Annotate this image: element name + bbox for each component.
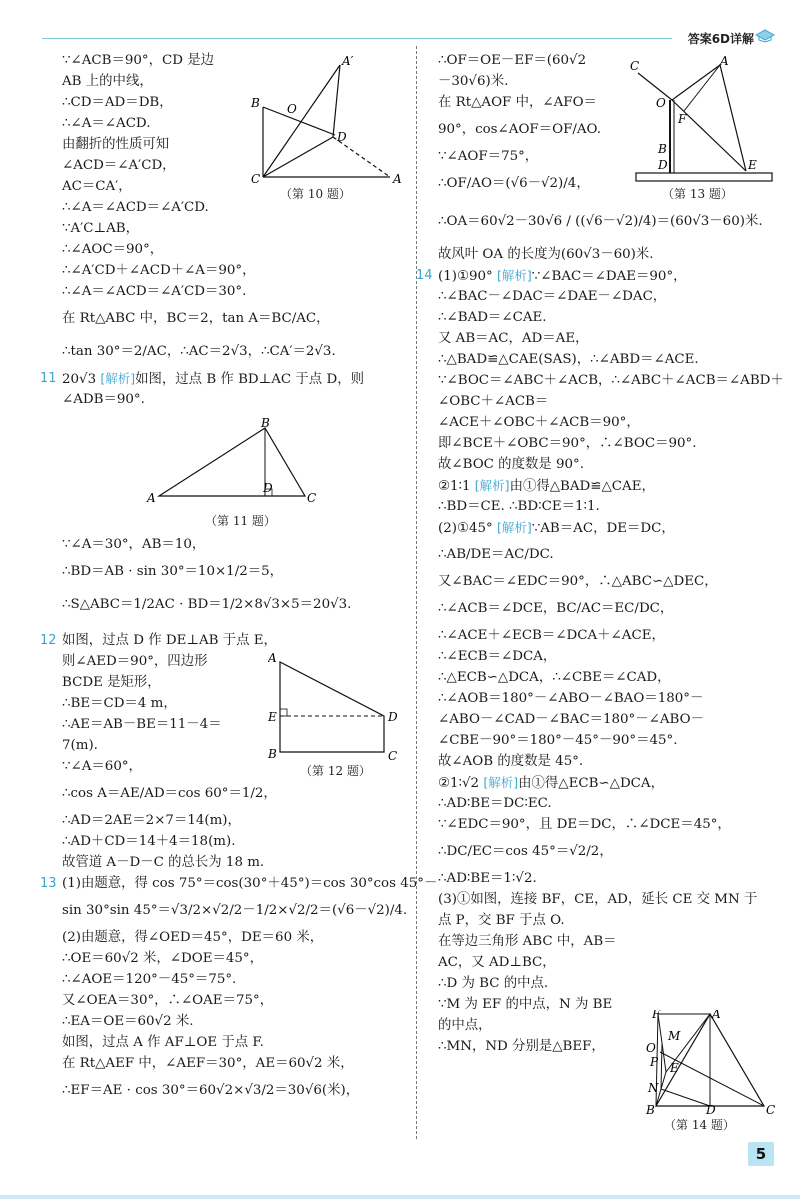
line-text: ∵A′C⊥AB， bbox=[62, 221, 139, 236]
line-text: ∴CD＝AD＝DB， bbox=[62, 95, 173, 110]
text-line bbox=[62, 588, 407, 621]
line-text: ∴∠A′CD＋∠ACD＋∠A＝90°， bbox=[62, 263, 256, 278]
line-text: ∴AD∶BE＝1∶√2. bbox=[438, 871, 537, 886]
line-text: ∴△ECB∽△DCA，∴∠CBE＝∠CAD， bbox=[438, 670, 671, 685]
line-text-continued: ∵∠BAC＝∠DAE＝90°， bbox=[531, 269, 687, 284]
text-line bbox=[62, 389, 407, 410]
line-text: ∴BE＝CD＝4 m， bbox=[62, 696, 177, 711]
text-line bbox=[438, 370, 784, 391]
svg-text:D: D bbox=[388, 710, 398, 724]
svg-text:A: A bbox=[712, 1010, 721, 1021]
line-text: ∵∠A＝60°， bbox=[62, 759, 142, 774]
text-line bbox=[438, 391, 776, 412]
line-text: ∠ACD＝∠A′CD， bbox=[62, 158, 176, 173]
left-column-part2 bbox=[62, 534, 407, 621]
svg-text:C: C bbox=[630, 59, 640, 73]
svg-text:E: E bbox=[748, 158, 757, 172]
text-line bbox=[40, 368, 407, 389]
line-text: ∵∠BOC＝∠ABC＋∠ACB，∴∠ABC＋∠ACB＝∠ABD＋ bbox=[438, 373, 784, 388]
line-text: ②1∶1 bbox=[438, 479, 475, 494]
text-line bbox=[438, 517, 776, 538]
svg-text:M: M bbox=[668, 1029, 681, 1043]
svg-text:C: C bbox=[766, 1103, 776, 1114]
line-text-continued: 如图，过点 B 作 BD⊥AC 于点 D，则 bbox=[135, 372, 364, 387]
line-text: ∴OF＝OE－EF＝(60√2 bbox=[438, 53, 587, 68]
figure-13-caption: （第 13 题） bbox=[662, 187, 733, 201]
header-rule bbox=[42, 38, 672, 39]
svg-text:D: D bbox=[706, 1103, 716, 1114]
line-text: (3)①如图，连接 BF，CE，AD，延长 CE 交 MN 于 bbox=[438, 892, 758, 907]
line-text: ∴EA＝OE＝60√2 米. bbox=[62, 1014, 194, 1029]
figure-10-diagram bbox=[245, 55, 405, 190]
book-icon bbox=[755, 27, 775, 43]
line-text: ∵M 为 EF 的中点，N 为 BE bbox=[438, 997, 613, 1012]
svg-text:B: B bbox=[268, 747, 277, 761]
text-line bbox=[438, 709, 776, 730]
text-line bbox=[62, 555, 407, 588]
line-text: ∴AE＝AB－BE＝11－4＝ bbox=[62, 717, 222, 732]
line-text: ∴DC/EC＝cos 45°＝√2/2， bbox=[438, 844, 613, 859]
line-text: ∴∠ACE＋∠ECB＝∠DCA＋∠ACE， bbox=[438, 628, 665, 643]
text-line bbox=[438, 454, 776, 475]
line-text: BCDE 是矩形， bbox=[62, 675, 161, 690]
svg-text:O: O bbox=[287, 102, 297, 116]
text-line bbox=[62, 218, 407, 239]
line-text: 90°，cos∠AOF＝OF/AO. bbox=[438, 122, 602, 137]
line-text: ∴AD∶BE＝DC∶EC. bbox=[438, 796, 552, 811]
analysis-tag: [解析] bbox=[496, 520, 532, 535]
line-text: (1)①90° bbox=[438, 269, 497, 284]
line-text: ∵∠ACB＝90°，CD 是边 bbox=[62, 53, 215, 68]
text-line bbox=[438, 571, 776, 592]
line-text: ②1∶√2 bbox=[438, 776, 484, 791]
text-line bbox=[438, 433, 776, 454]
svg-text:D: D bbox=[337, 130, 347, 144]
line-text: ∠ADB＝90°. bbox=[62, 392, 145, 407]
line-text: 7(m). bbox=[62, 738, 98, 753]
svg-text:O: O bbox=[646, 1041, 656, 1055]
analysis-tag: [解析] bbox=[483, 775, 519, 790]
line-text: (2)由题意，得∠OED＝45°，DE＝60 米， bbox=[62, 930, 324, 945]
line-text: ∴BD＝AB · sin 30°＝10×1/2＝5， bbox=[62, 564, 284, 579]
line-text: 又∠OEA＝30°，∴∠OAE＝75°， bbox=[62, 993, 274, 1008]
text-line bbox=[438, 592, 776, 625]
svg-text:C: C bbox=[388, 749, 398, 763]
line-text: 在 Rt△AEF 中，∠AEF＝30°，AE＝60√2 米， bbox=[62, 1056, 354, 1071]
text-line bbox=[438, 496, 776, 517]
text-line bbox=[40, 873, 438, 894]
line-text: ∴tan 30°＝2/AC，∴AC＝2√3，∴CA′＝2√3. bbox=[62, 344, 336, 359]
line-text: ∴AD＝2AE＝2×7＝14(m)， bbox=[62, 813, 241, 828]
line-text: ∠OBC＋∠ACB＝ bbox=[438, 394, 549, 409]
bottom-bar bbox=[0, 1195, 800, 1199]
line-text: ∴OF/AO＝(√6－√2)/4， bbox=[438, 176, 590, 191]
svg-text:N: N bbox=[648, 1081, 659, 1095]
text-line bbox=[438, 538, 776, 571]
text-line bbox=[62, 990, 407, 1011]
line-text: ∴△BAD≌△CAE(SAS)，∴∠ABD＝∠ACE. bbox=[438, 352, 699, 367]
svg-text:A: A bbox=[268, 651, 277, 665]
line-text: 的中点， bbox=[438, 1018, 492, 1033]
line-text: ∵∠A＝30°，AB＝10， bbox=[62, 537, 206, 552]
text-line bbox=[62, 1032, 407, 1053]
text-line bbox=[62, 281, 407, 302]
figure-11 bbox=[145, 418, 325, 528]
svg-text:P: P bbox=[650, 1055, 659, 1069]
text-line bbox=[438, 349, 776, 370]
text-line bbox=[62, 197, 407, 218]
line-text: (2)①45° bbox=[438, 521, 497, 536]
svg-text:A: A bbox=[720, 55, 729, 68]
line-text: ∴cos A＝AE/AD＝cos 60°＝1/2， bbox=[62, 786, 277, 801]
header-label: 答案6D详解 bbox=[687, 32, 754, 46]
line-text: 在 Rt△AOF 中，∠AFO＝ bbox=[438, 95, 597, 110]
svg-text:D: D bbox=[658, 158, 668, 172]
svg-text:O: O bbox=[656, 96, 666, 110]
fig10-label: A′ bbox=[342, 55, 354, 68]
text-line bbox=[438, 475, 776, 496]
figure-13 bbox=[628, 55, 778, 201]
text-line bbox=[438, 328, 776, 349]
line-text: ∴EF＝AE · cos 30°＝60√2×√3/2＝30√6(米)， bbox=[62, 1083, 360, 1098]
svg-text:C: C bbox=[307, 491, 317, 505]
line-text: AC＝CA′， bbox=[62, 179, 132, 194]
line-text: ∴∠ECB＝∠DCA， bbox=[438, 649, 557, 664]
line-text: 又∠BAC＝∠EDC＝90°，∴△ABC∽△DEC， bbox=[438, 574, 718, 589]
text-line bbox=[438, 307, 776, 328]
figure-10 bbox=[245, 55, 405, 201]
line-text: ∴∠ACB＝∠DCE，BC/AC＝EC/DC， bbox=[438, 601, 674, 616]
figure-12-diagram bbox=[268, 648, 408, 766]
line-text: 故∠AOB 的度数是 45°. bbox=[438, 754, 584, 769]
text-line bbox=[416, 265, 776, 286]
line-text: ∴∠AOE＝120°－45°＝75°. bbox=[62, 972, 237, 987]
text-line bbox=[438, 931, 776, 952]
text-line bbox=[438, 244, 776, 265]
text-line bbox=[438, 793, 776, 814]
question-number: 13 bbox=[40, 876, 57, 891]
line-text: ∴∠BAD＝∠CAE. bbox=[438, 310, 547, 325]
line-text: ∠ABO－∠CAD－∠BAC＝180°－∠ABO－ bbox=[438, 712, 704, 727]
line-text: ∴∠AOB＝180°－∠ABO－∠BAO＝180°－ bbox=[438, 691, 704, 706]
svg-text:A: A bbox=[393, 172, 402, 186]
line-text-continued: 由①得△ECB∽△DCA， bbox=[518, 776, 664, 791]
svg-text:D: D bbox=[263, 481, 273, 495]
line-text: ∴AB/DE＝AC/DC. bbox=[438, 547, 554, 562]
question-number: 12 bbox=[40, 633, 57, 648]
line-text: －30√6)米. bbox=[438, 74, 509, 89]
text-line bbox=[62, 335, 407, 368]
text-line bbox=[438, 835, 776, 868]
text-line bbox=[62, 831, 407, 852]
line-text: ∴OA＝60√2－30√6 / ((√6－√2)/4)＝(60√3－60)米. bbox=[438, 214, 763, 229]
svg-text:E: E bbox=[670, 1061, 679, 1075]
text-line bbox=[62, 948, 407, 969]
solution-11-text bbox=[62, 534, 407, 621]
text-line bbox=[438, 814, 776, 835]
text-line bbox=[62, 260, 407, 281]
line-text: 又 AB＝AC，AD＝AE， bbox=[438, 331, 589, 346]
text-line bbox=[62, 1074, 407, 1107]
line-text: 在 Rt△ABC 中，BC＝2，tan A＝BC/AC， bbox=[62, 311, 330, 326]
figure-14-caption: （第 14 题） bbox=[664, 1118, 735, 1132]
text-line bbox=[438, 667, 776, 688]
text-line bbox=[62, 810, 407, 831]
line-text: ∴MN，ND 分别是△BEF， bbox=[438, 1039, 605, 1054]
svg-text:B: B bbox=[646, 1103, 655, 1114]
line-text: AC，又 AD⊥BC， bbox=[438, 955, 556, 970]
text-line bbox=[438, 889, 776, 910]
text-line bbox=[62, 302, 407, 335]
figure-13-diagram bbox=[628, 55, 778, 190]
text-line bbox=[62, 894, 407, 927]
analysis-tag: [解析] bbox=[496, 268, 532, 283]
analysis-tag: [解析] bbox=[474, 478, 510, 493]
svg-text:F: F bbox=[652, 1010, 661, 1021]
text-line bbox=[62, 852, 407, 873]
line-text: 故∠BOC 的度数是 90°. bbox=[438, 457, 584, 472]
text-line bbox=[62, 534, 407, 555]
line-text: ∴S△ABC＝1/2AC · BD＝1/2×8√3×5＝20√3. bbox=[62, 597, 352, 612]
line-text: ∴∠AOC＝90°， bbox=[62, 242, 164, 257]
text-line bbox=[438, 286, 776, 307]
line-text: ∴OE＝60√2 米，∠DOE＝45°， bbox=[62, 951, 264, 966]
svg-text:B: B bbox=[261, 418, 270, 430]
text-line bbox=[62, 777, 407, 810]
figure-12-caption: （第 12 题） bbox=[300, 764, 371, 778]
text-line bbox=[62, 1053, 407, 1074]
line-text: 故风叶 OA 的长度为(60√3－60)米. bbox=[438, 247, 654, 262]
line-text: ∵∠AOF＝75°， bbox=[438, 149, 539, 164]
line-text: 如图，过点 A 作 AF⊥OE 于点 F. bbox=[62, 1035, 264, 1050]
question-number: 14 bbox=[416, 268, 433, 283]
figure-14 bbox=[646, 1010, 776, 1132]
line-text-continued: 由①得△BAD≌△CAE， bbox=[509, 479, 655, 494]
question-number: 11 bbox=[40, 371, 57, 386]
text-line bbox=[62, 1011, 407, 1032]
svg-text:B: B bbox=[658, 142, 667, 156]
text-line bbox=[62, 927, 407, 948]
line-text-continued: ∵AB＝AC，DE＝DC， bbox=[531, 521, 675, 536]
line-text: sin 30°sin 45°＝√3/2×√2/2－1/2×√2/2＝(√6－√2)/4. bbox=[62, 903, 408, 918]
line-text: ∴∠A＝∠ACD＝∠A′CD＝30°. bbox=[62, 284, 247, 299]
line-text: (1)由题意，得 cos 75°＝cos(30°＋45°)＝cos 30°cos 45°－ bbox=[62, 876, 438, 891]
line-text: ∴∠A＝∠ACD＝∠A′CD. bbox=[62, 200, 209, 215]
line-text: ∠ACE＋∠OBC＋∠ACB＝90°， bbox=[438, 415, 640, 430]
text-line bbox=[438, 772, 776, 793]
line-text: 即∠BCE＋∠OBC＝90°，∴∠BOC＝90°. bbox=[438, 436, 697, 451]
line-text: 故管道 A－D－C 的总长为 18 m. bbox=[62, 855, 265, 870]
line-text: ∠CBE－90°＝180°－45°－90°＝45°. bbox=[438, 733, 678, 748]
line-text: 在等边三角形 ABC 中，AB＝ bbox=[438, 934, 617, 949]
figure-10-caption: （第 10 题） bbox=[280, 187, 351, 201]
text-line bbox=[438, 730, 776, 751]
line-text: 由翻折的性质可知 bbox=[62, 137, 170, 152]
text-line bbox=[62, 239, 407, 260]
line-text: ∴AD＋CD＝14＋4＝18(m). bbox=[62, 834, 236, 849]
text-line bbox=[438, 973, 776, 994]
column-divider bbox=[416, 46, 417, 1139]
line-text: 如图，过点 D 作 DE⊥AB 于点 E， bbox=[62, 633, 277, 648]
line-text: 点 P，交 BF 于点 O. bbox=[438, 913, 565, 928]
text-line bbox=[62, 969, 407, 990]
line-text: ∴BD＝CE. ∴BD∶CE＝1∶1. bbox=[438, 499, 600, 514]
line-text: 20√3 bbox=[62, 372, 101, 387]
line-text: 则∠AED＝90°，四边形 bbox=[62, 654, 208, 669]
text-line bbox=[438, 625, 776, 646]
svg-text:C: C bbox=[251, 172, 261, 186]
text-line bbox=[438, 412, 776, 433]
text-line bbox=[438, 688, 776, 709]
figure-14-diagram bbox=[646, 1010, 776, 1114]
analysis-tag: [解析] bbox=[100, 371, 136, 386]
page-number: 5 bbox=[748, 1142, 774, 1166]
svg-text:F: F bbox=[678, 112, 687, 126]
line-text: ∴∠A＝∠ACD. bbox=[62, 116, 151, 131]
svg-text:A: A bbox=[147, 491, 156, 505]
line-text: ∴∠BAC－∠DAC＝∠DAE－∠DAC， bbox=[438, 289, 667, 304]
figure-11-caption: （第 11 题） bbox=[205, 514, 276, 528]
text-line bbox=[438, 868, 776, 889]
figure-12 bbox=[268, 648, 408, 778]
text-line bbox=[438, 952, 776, 973]
line-text: AB 上的中线， bbox=[62, 74, 153, 89]
svg-text:B: B bbox=[251, 96, 260, 110]
line-text: ∴D 为 BC 的中点. bbox=[438, 976, 549, 991]
text-line bbox=[438, 646, 776, 667]
figure-11-diagram bbox=[145, 418, 325, 508]
text-line bbox=[438, 751, 776, 772]
line-text: ∵∠EDC＝90°，且 DE＝DC，∴∠DCE＝45°， bbox=[438, 817, 731, 832]
text-line bbox=[438, 910, 776, 931]
text-line bbox=[438, 200, 776, 244]
svg-text:E: E bbox=[268, 710, 277, 724]
